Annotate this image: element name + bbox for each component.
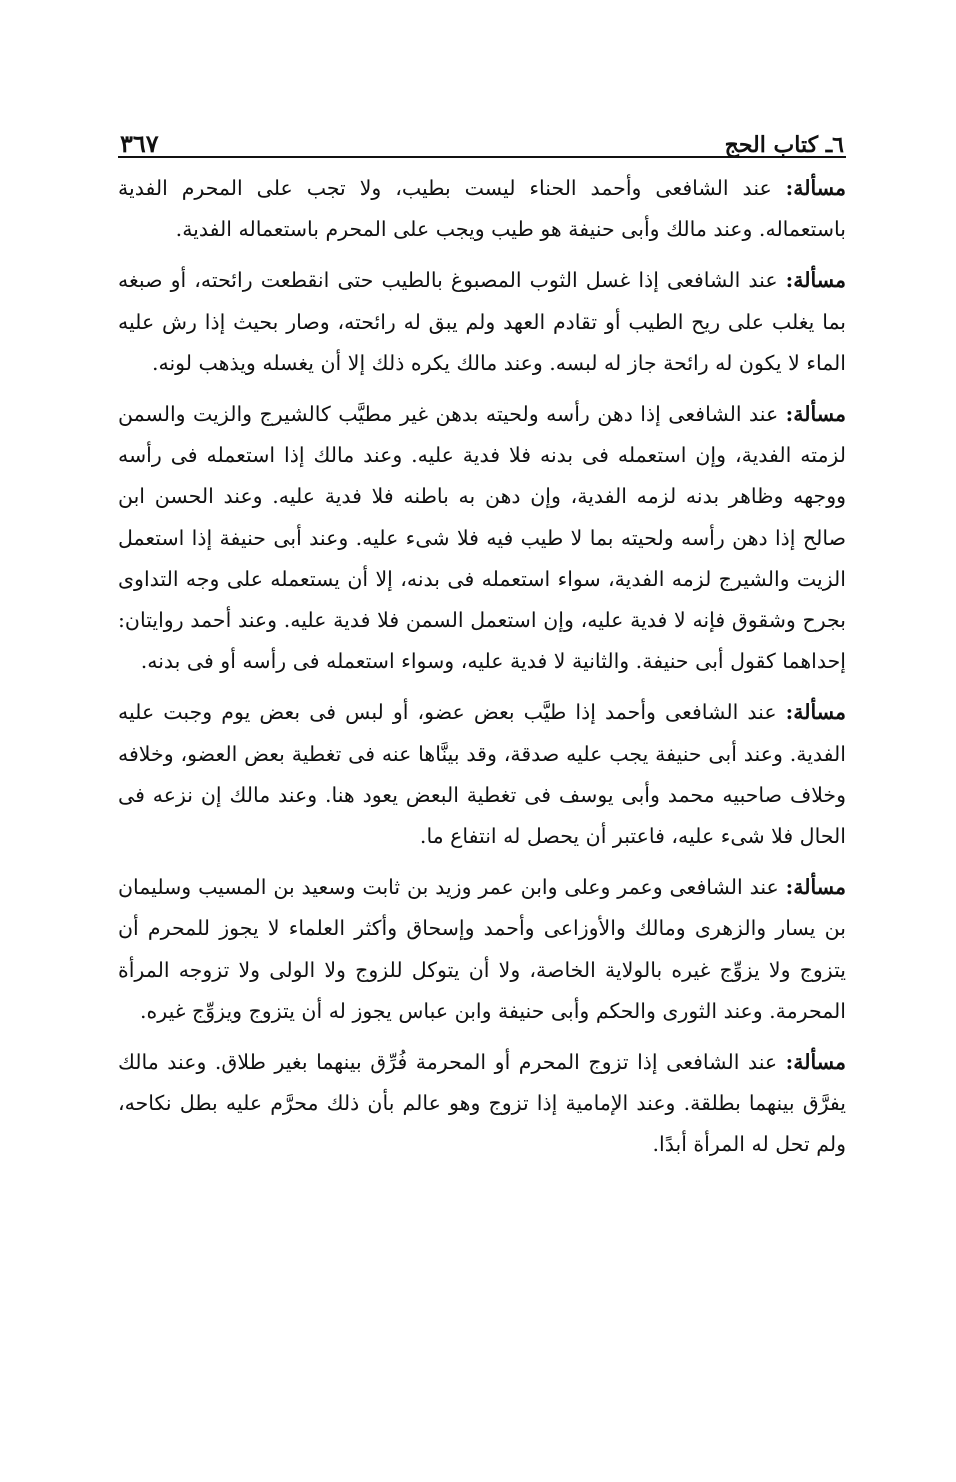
masala-text: عند الشافعى إذا غسل الثوب المصبوغ بالطيب حتى انقطعت رائحته، أو صبغه بما يغلب على ريح الطيب أو تقادم العهد ولم يبق له رائحته، وصار بحيث إذا رش عليه الماء لا يكون له رائحة جاز له لبسه. وعند مالك يكره ذلك إلا أن يغسله ويذهب لونه.: [118, 268, 846, 375]
page-number: ٣٦٧: [120, 129, 159, 158]
masala-paragraph: [118, 260, 846, 384]
masala-text: عند الشافعى وعمر وعلى وابن عمر وزيد بن ثابت وسعيد بن المسيب وسليمان بن يسار والزهرى ومالك والأوزاعى وأحمد وإسحاق وأكثر العلماء لا يجوز للمحرم أن يتزوج ولا يزوِّج غيره بالولاية الخاصة، ولا أن يتوكل للزوج ولا الولى ولا تزوجه المرأة المحرمة. وعند الثورى والحكم وأبى حنيفة وابن عباس يجوز له أن يتزوج ويزوِّج غيره.: [118, 875, 846, 1023]
masala-paragraph: [118, 867, 846, 1032]
masala-text: عند الشافعى وأحمد إذا طيَّب بعض عضو، أو لبس فى بعض يوم وجبت عليه الفدية. وعند أبى حنيفة يجب عليه صدقة، وقد بينَّاها عنه فى تغطية بعض العضو، وخلافه وخلاف صاحبيه محمد وأبى يوسف فى تغطية البعض يعود هنا. وعند مالك إن نزعه فى الحال فلا شىء عليه، فاعتبر أن يحصل له انتفاع ما.: [118, 700, 846, 849]
masala-paragraph: [118, 394, 846, 682]
page-body: [118, 168, 846, 1176]
masala-paragraph: [118, 692, 846, 857]
page-header: [120, 116, 844, 156]
masala-text: عند الشافعى إذا دهن رأسه ولحيته بدهن غير مطيَّب كالشيرج والزيت والسمن لزمته الفدية، وإن استعمله فى بدنه فلا فدية عليه. وعند مالك إذا استعمله فى رأسه ووجهه وظاهر بدنه لزمه الفدية، وإن دهن به باطنه فلا فدية عليه. وعند الحسن ابن صالح إذا دهن رأسه ولحيته بما لا طيب فيه فلا شىء عليه. وعند أبى حنيفة إذا استعمل الزيت والشيرج لزمه الفدية، سواء استعمله فى بدنه، إلا أن يستعمله على وجه التداوى بجرح وشقوق فإنه لا فدية عليه، وإن استعمل السمن فلا فدية عليه. وعند أحمد روايتان: إحداهما كقول أبى حنيفة. والثانية لا فدية عليه، وسواء استعمله فى رأسه أو فى بدنه.: [118, 402, 846, 674]
masala-label: مسألة:: [785, 700, 846, 725]
masala-label: مسألة:: [785, 402, 846, 427]
masala-label: مسألة:: [785, 268, 846, 293]
masala-label: مسألة:: [785, 176, 846, 200]
running-title: ٦ـ كتاب الحج: [724, 132, 844, 158]
masala-label: مسألة:: [785, 1050, 846, 1075]
masala-text: عند الشافعى إذا تزوج المحرم أو المحرمة فُرِّق بينهما بغير طلاق. وعند مالك يفرَّق بينهما بطلقة. وعند الإمامية إذا تزوج وهو عالم بأن ذلك محرَّم عليه بطل نكاحه، ولم تحل له المرأة أبدًا.: [118, 1050, 846, 1157]
masala-paragraph: [118, 1042, 846, 1166]
masala-text: عند الشافعى وأحمد الحناء ليست بطيب، ولا تجب على المحرم الفدية باستعماله. وعند مالك وأبى حنيفة هو طيب ويجب على المحرم باستعماله الفدية.: [118, 176, 846, 242]
masala-paragraph: [118, 168, 846, 250]
header-rule: [118, 156, 846, 158]
masala-label: مسألة:: [785, 875, 846, 900]
